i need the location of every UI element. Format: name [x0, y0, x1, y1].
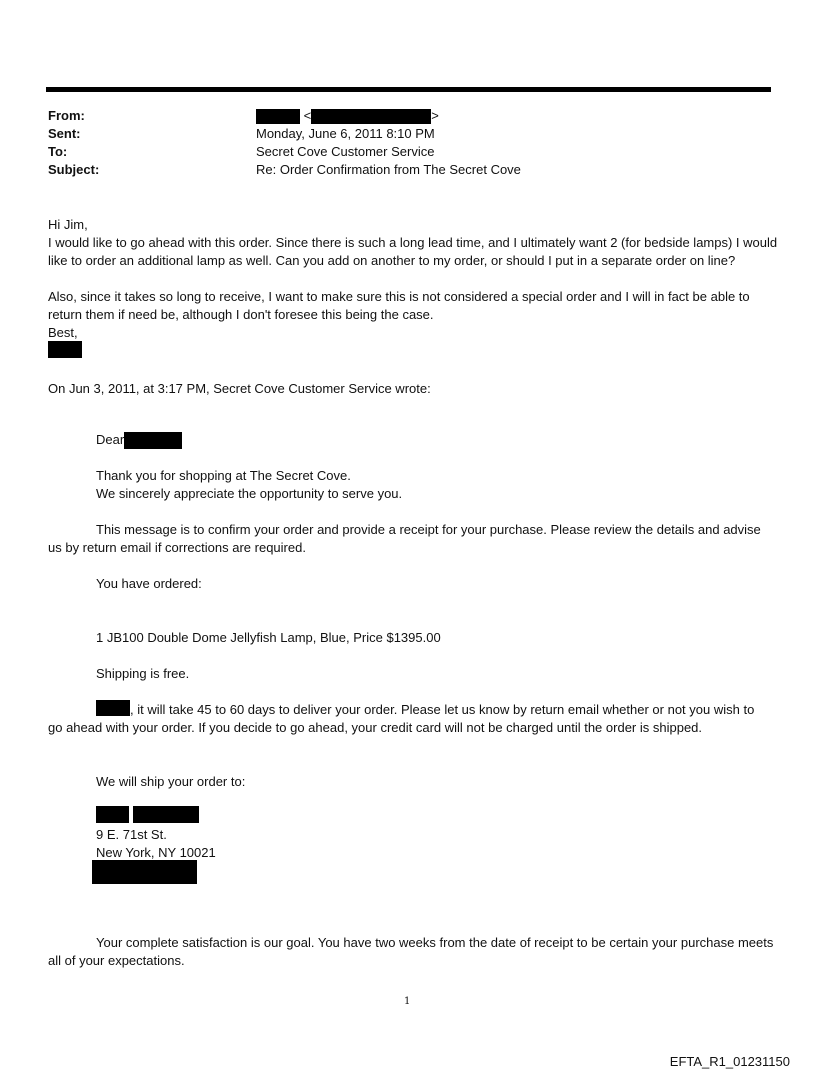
dear-text: Dear [96, 432, 125, 447]
from-gt: > [431, 108, 439, 123]
bates-number: EFTA_R1_01231150 [669, 1054, 790, 1069]
redaction-block [124, 432, 182, 449]
address-line-2: New York, NY 10021 [96, 845, 216, 860]
signature-redaction [48, 341, 82, 358]
confirm-paragraph: This message is to confirm your order and provide a receipt for your purchase. Please review the details and advise us by return email if corrections are required. [48, 522, 761, 555]
satisfaction-paragraph: Your complete satisfaction is our goal. You have two weeks from the date of receipt to be certain your purchase meets all of your expectations. [48, 935, 774, 968]
from-lt: < [303, 108, 312, 123]
to-value: Secret Cove Customer Service [256, 144, 435, 159]
address-line-1: 9 E. 71st St. [96, 827, 167, 842]
from-label: From: [48, 108, 85, 123]
sent-label: Sent: [48, 126, 81, 141]
reply-closing: Best, [48, 325, 78, 340]
reply-paragraph-2: Also, since it takes so long to receive, I want to make sure this is not considered a special order and I will in fact be able to return them if need be, although I don't foresee this being the case. [48, 289, 750, 322]
reply-greeting: Hi Jim, [48, 217, 88, 232]
delivery-paragraph: , it will take 45 to 60 days to deliver your order. Please let us know by return email whether or not you wish to go ahead with your order. If you decide to go ahead, your credit card will not be charged until the order is shipped. [48, 702, 755, 735]
dear-line [96, 431, 182, 449]
ordered-label: You have ordered: [96, 576, 202, 591]
from-value [256, 107, 439, 125]
reply-paragraph-1: I would like to go ahead with this order. Since there is such a long lead time, and I ultimately want 2 (for bedside lamps) I would like to order an additional lamp as well. Can you add on another to my order, or should I put in a separate order on line? [48, 235, 778, 268]
sent-value: Monday, June 6, 2011 8:10 PM [256, 126, 435, 141]
subject-value: Re: Order Confirmation from The Secret Cove [256, 162, 521, 177]
address-line-3-redaction [92, 860, 197, 884]
thanks-line-2: We sincerely appreciate the opportunity to serve you. [96, 486, 403, 501]
page-number: 1 [404, 996, 411, 1007]
ship-to-label: We will ship your order to: [96, 774, 246, 789]
quote-intro: On Jun 3, 2011, at 3:17 PM, Secret Cove Customer Service wrote: [48, 381, 431, 396]
thanks-line-1: Thank you for shopping at The Secret Cove. [96, 468, 351, 483]
to-label: To: [48, 144, 68, 159]
header-rule [46, 87, 771, 92]
redaction-block [256, 109, 300, 124]
recipient-last-redaction [133, 806, 199, 823]
redaction-block [311, 109, 431, 124]
shipping-line: Shipping is free. [96, 666, 190, 681]
order-line: 1 JB100 Double Dome Jellyfish Lamp, Blue, Price $1395.00 [96, 630, 441, 645]
subject-label: Subject: [48, 162, 100, 177]
recipient-first-redaction [96, 806, 129, 823]
